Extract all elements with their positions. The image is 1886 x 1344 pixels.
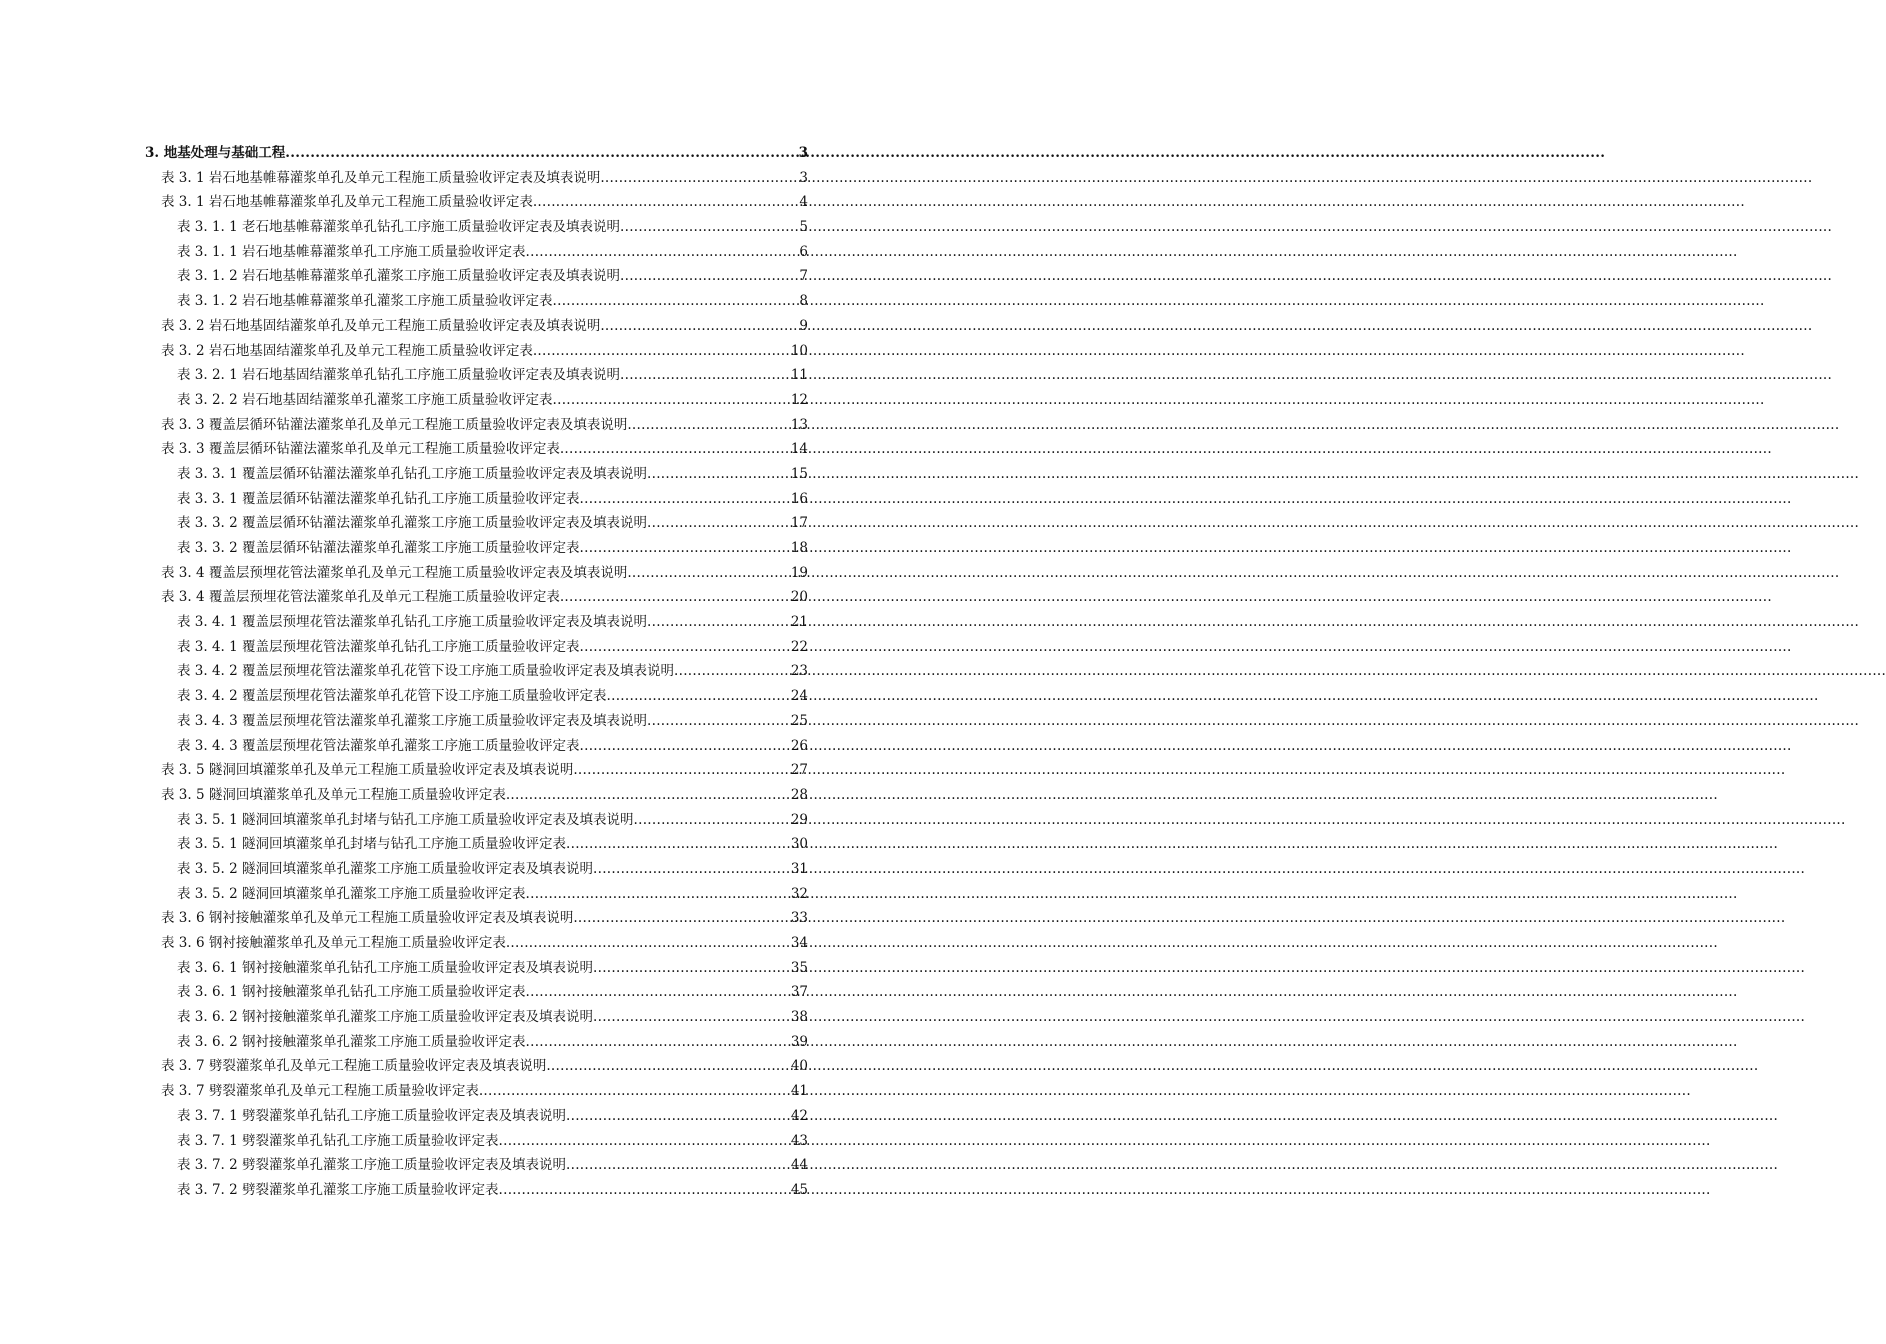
toc-entry-title: 表 3. 1. 1 老石地基帷幕灌浆单孔钻孔工序施工质量验收评定表及填表说明 — [177, 219, 621, 236]
toc-page-number: 7 — [799, 268, 808, 285]
toc-page-number: 44 — [790, 1157, 808, 1174]
toc-entry[interactable] — [145, 655, 808, 680]
toc-entry-title: 表 3. 6 钢衬接触灌浆单孔及单元工程施工质量验收评定表 — [161, 935, 506, 951]
toc-dot-leader — [647, 614, 790, 630]
toc-page-number: 9 — [799, 317, 808, 334]
toc-page-number: 31 — [790, 860, 808, 877]
toc-page-number: 28 — [790, 786, 808, 803]
toc-entry[interactable] — [145, 1173, 808, 1198]
toc-entry-title: 表 3. 6. 1 钢衬接触灌浆单孔钻孔工序施工质量验收评定表及填表说明 — [177, 959, 594, 976]
toc-page-number: 33 — [790, 910, 808, 927]
toc-page-number: 12 — [790, 391, 808, 408]
toc-dot-leader — [627, 417, 789, 433]
toc-entry[interactable] — [145, 186, 808, 211]
toc-entry[interactable] — [145, 433, 808, 458]
toc-entry-title: 表 3. 2. 2 岩石地基固结灌浆单孔灌浆工序施工质量验收评定表 — [177, 391, 553, 408]
toc-dot-leader — [285, 145, 797, 161]
toc-page-number: 14 — [790, 441, 808, 458]
toc-dot-leader — [620, 268, 798, 284]
toc-entry-title: 表 3. 3 覆盖层循环钻灌法灌浆单孔及单元工程施工质量验收评定表及填表说明 — [161, 416, 628, 433]
toc-entry[interactable] — [145, 507, 808, 532]
toc-entry-title: 表 3. 6. 1 钢衬接触灌浆单孔钻孔工序施工质量验收评定表 — [177, 984, 526, 1001]
toc-entry[interactable] — [145, 976, 808, 1001]
toc-entry[interactable] — [145, 828, 808, 853]
toc-page-number: 45 — [790, 1181, 808, 1198]
table-of-contents — [145, 137, 808, 1198]
toc-entry[interactable] — [145, 852, 808, 877]
toc-page-number: 15 — [790, 465, 808, 482]
toc-dot-leader — [620, 367, 790, 383]
toc-page-number: 23 — [790, 663, 808, 680]
toc-entry-title: 表 3. 7 劈裂灌浆单孔及单元工程施工质量验收评定表 — [161, 1083, 479, 1100]
toc-entry-title: 表 3. 4. 3 覆盖层预埋花管法灌浆单孔灌浆工序施工质量验收评定表及填表说明 — [177, 712, 648, 729]
toc-dot-leader — [526, 984, 790, 1000]
toc-dot-leader — [499, 1133, 790, 1149]
toc-entry-title: 表 3. 5. 2 隧洞回填灌浆单孔灌浆工序施工质量验收评定表 — [177, 885, 526, 902]
toc-entry-title: 表 3. 3. 2 覆盖层循环钻灌法灌浆单孔灌浆工序施工质量验收评定表及填表说明 — [177, 515, 648, 532]
toc-entry[interactable] — [145, 482, 808, 507]
toc-entry[interactable] — [145, 1000, 808, 1025]
toc-entry-title: 表 3. 4. 3 覆盖层预埋花管法灌浆单孔灌浆工序施工质量验收评定表 — [177, 737, 580, 754]
toc-entry[interactable] — [145, 383, 808, 408]
toc-entry-title: 表 3. 3. 1 覆盖层循环钻灌法灌浆单孔钻孔工序施工质量验收评定表及填表说明 — [177, 465, 648, 482]
toc-dot-leader — [674, 663, 790, 679]
toc-page-number: 8 — [799, 293, 808, 310]
toc-entry[interactable] — [145, 951, 808, 976]
toc-dot-leader — [560, 441, 790, 457]
toc-dot-leader — [634, 812, 790, 828]
toc-dot-leader — [573, 910, 789, 926]
toc-entry[interactable] — [145, 161, 808, 186]
toc-page-number: 6 — [799, 243, 808, 260]
toc-page-number: 41 — [790, 1083, 808, 1100]
toc-page-number: 29 — [790, 811, 808, 828]
toc-entry-title: 表 3. 7 劈裂灌浆单孔及单元工程施工质量验收评定表及填表说明 — [161, 1058, 547, 1075]
toc-page-number: 40 — [790, 1058, 808, 1075]
toc-dot-leader — [553, 392, 790, 408]
toc-dot-leader — [600, 170, 798, 186]
toc-dot-leader — [580, 738, 790, 754]
toc-page-number: 38 — [790, 1009, 808, 1026]
toc-dot-leader — [600, 318, 798, 334]
toc-page-number: 17 — [790, 515, 808, 532]
toc-entry[interactable] — [145, 679, 808, 704]
toc-page-number: 32 — [790, 885, 808, 902]
toc-entry-title: 表 3. 7. 1 劈裂灌浆单孔钻孔工序施工质量验收评定表 — [177, 1132, 499, 1149]
toc-entry[interactable] — [145, 778, 808, 803]
toc-entry[interactable] — [145, 359, 808, 384]
toc-entry[interactable] — [145, 630, 808, 655]
toc-dot-leader — [647, 515, 790, 531]
toc-page-number: 18 — [790, 540, 808, 556]
toc-dot-leader — [479, 1083, 790, 1099]
toc-entry-title: 表 3. 5 隧洞回填灌浆单孔及单元工程施工质量验收评定表 — [161, 786, 506, 803]
toc-page-number: 3 — [798, 145, 808, 161]
toc-page-number: 42 — [790, 1107, 808, 1124]
toc-page-number: 16 — [790, 490, 808, 507]
toc-dot-leader — [566, 836, 790, 852]
toc-dot-leader — [499, 1182, 790, 1198]
toc-page-number: 24 — [790, 688, 808, 705]
toc-entry[interactable] — [145, 754, 808, 779]
toc-entry[interactable] — [145, 531, 808, 556]
toc-entry[interactable] — [145, 235, 808, 260]
toc-page-number: 27 — [790, 762, 808, 779]
toc-dot-leader — [566, 1157, 790, 1173]
toc-dot-leader — [526, 1034, 790, 1050]
toc-entry[interactable] — [145, 902, 808, 927]
toc-dot-leader — [647, 713, 790, 729]
toc-dot-leader — [647, 466, 790, 482]
toc-dot-leader — [593, 861, 790, 877]
toc-dot-leader — [533, 194, 799, 210]
toc-entry-title: 表 3. 1. 1 岩石地基帷幕灌浆单孔工序施工质量验收评定表 — [177, 243, 526, 260]
toc-page-number: 26 — [790, 737, 808, 754]
toc-entry-title: 表 3. 1. 2 岩石地基帷幕灌浆单孔灌浆工序施工质量验收评定表 — [177, 293, 553, 310]
toc-dot-leader — [546, 1058, 789, 1074]
toc-entry[interactable] — [145, 1149, 808, 1174]
toc-entry-title: 表 3. 3. 1 覆盖层循环钻灌法灌浆单孔钻孔工序施工质量验收评定表 — [177, 490, 580, 507]
toc-page-number: 22 — [790, 638, 808, 655]
toc-entry[interactable] — [145, 729, 808, 754]
toc-dot-leader — [566, 1108, 790, 1124]
toc-entry-title: 表 3. 3. 2 覆盖层循环钻灌法灌浆单孔灌浆工序施工质量验收评定表 — [177, 540, 580, 556]
toc-entry-title: 表 3. 4. 2 覆盖层预埋花管法灌浆单孔花管下设工序施工质量验收评定表及填表说明 — [177, 663, 675, 680]
toc-page-number: 34 — [790, 935, 808, 951]
toc-page-number: 11 — [790, 367, 808, 384]
toc-entry-title: 表 3. 4 覆盖层预埋花管法灌浆单孔及单元工程施工质量验收评定表 — [161, 589, 560, 606]
toc-dot-leader — [620, 219, 798, 235]
toc-entry-title: 表 3. 6. 2 钢衬接触灌浆单孔灌浆工序施工质量验收评定表 — [177, 1033, 526, 1050]
toc-entry[interactable] — [145, 1099, 808, 1124]
toc-dot-leader — [627, 565, 789, 581]
toc-page-number: 30 — [790, 836, 808, 853]
toc-page-number: 19 — [790, 564, 808, 581]
toc-page-number: 43 — [790, 1132, 808, 1149]
toc-dot-leader — [506, 935, 790, 951]
toc-entry[interactable] — [145, 605, 808, 630]
toc-dot-leader — [580, 491, 790, 507]
toc-entry[interactable] — [145, 704, 808, 729]
toc-entry-title: 表 3. 7. 1 劈裂灌浆单孔钻孔工序施工质量验收评定表及填表说明 — [177, 1107, 567, 1124]
toc-dot-leader — [593, 1009, 790, 1025]
toc-dot-leader — [533, 343, 790, 359]
toc-page-number: 35 — [790, 959, 808, 976]
toc-page-number: 20 — [790, 589, 808, 606]
toc-entry[interactable] — [145, 309, 808, 334]
toc-dot-leader — [580, 540, 790, 556]
toc-entry[interactable] — [145, 284, 808, 309]
toc-entry[interactable] — [145, 1025, 808, 1050]
toc-page-number: 25 — [790, 712, 808, 729]
toc-dot-leader — [593, 960, 790, 976]
toc-entry[interactable] — [145, 803, 808, 828]
toc-entry-title: 表 3. 5 隧洞回填灌浆单孔及单元工程施工质量验收评定表及填表说明 — [161, 762, 574, 779]
toc-page-number: 3 — [799, 169, 808, 186]
toc-entry-title: 表 3. 4. 2 覆盖层预埋花管法灌浆单孔花管下设工序施工质量验收评定表 — [177, 688, 607, 705]
toc-entry-title: 表 3. 7. 2 劈裂灌浆单孔灌浆工序施工质量验收评定表 — [177, 1181, 499, 1198]
toc-entry[interactable] — [145, 210, 808, 235]
toc-entry[interactable] — [145, 1074, 808, 1099]
toc-page-number: 21 — [790, 614, 808, 631]
toc-entry-title: 表 3. 5. 1 隧洞回填灌浆单孔封堵与钻孔工序施工质量验收评定表及填表说明 — [177, 811, 634, 828]
toc-entry-title: 表 3. 1. 2 岩石地基帷幕灌浆单孔灌浆工序施工质量验收评定表及填表说明 — [177, 268, 621, 285]
toc-entry-title: 表 3. 1 岩石地基帷幕灌浆单孔及单元工程施工质量验收评定表 — [161, 194, 533, 211]
toc-page-number: 4 — [799, 194, 808, 211]
toc-entry-title: 表 3. 2 岩石地基固结灌浆单孔及单元工程施工质量验收评定表 — [161, 342, 533, 359]
toc-entry-title: 表 3. 3 覆盖层循环钻灌法灌浆单孔及单元工程施工质量验收评定表 — [161, 441, 560, 458]
toc-dot-leader — [573, 762, 789, 778]
toc-entry[interactable] — [145, 334, 808, 359]
toc-entry[interactable] — [145, 556, 808, 581]
toc-dot-leader — [560, 589, 790, 605]
toc-entry[interactable] — [145, 877, 808, 902]
toc-dot-leader — [580, 639, 790, 655]
toc-dot-leader — [526, 244, 799, 260]
toc-page-number: 37 — [790, 984, 808, 1001]
toc-dot-leader — [506, 787, 790, 803]
toc-entry-title: 表 3. 6. 2 钢衬接触灌浆单孔灌浆工序施工质量验收评定表及填表说明 — [177, 1009, 594, 1026]
toc-entry[interactable] — [145, 1124, 808, 1149]
toc-chapter-entry[interactable] — [145, 137, 808, 161]
toc-page-number: 10 — [790, 342, 808, 359]
toc-page-number: 5 — [799, 219, 808, 236]
toc-page-number: 13 — [790, 416, 808, 433]
toc-entry[interactable] — [145, 260, 808, 285]
toc-entry-title: 表 3. 4. 1 覆盖层预埋花管法灌浆单孔钻孔工序施工质量验收评定表 — [177, 638, 580, 655]
toc-entry-title: 表 3. 2. 1 岩石地基固结灌浆单孔钻孔工序施工质量验收评定表及填表说明 — [177, 367, 621, 384]
toc-entry-title: 表 3. 5. 2 隧洞回填灌浆单孔灌浆工序施工质量验收评定表及填表说明 — [177, 860, 594, 877]
toc-entry-title: 3. 地基处理与基础工程 — [145, 145, 286, 161]
toc-dot-leader — [607, 688, 790, 704]
toc-entry[interactable] — [145, 1050, 808, 1075]
toc-entry[interactable] — [145, 581, 808, 606]
toc-entry[interactable] — [145, 926, 808, 951]
toc-entry[interactable] — [145, 408, 808, 433]
toc-entry-title: 表 3. 4. 1 覆盖层预埋花管法灌浆单孔钻孔工序施工质量验收评定表及填表说明 — [177, 614, 648, 631]
toc-dot-leader — [553, 293, 799, 309]
toc-entry-title: 表 3. 7. 2 劈裂灌浆单孔灌浆工序施工质量验收评定表及填表说明 — [177, 1157, 567, 1174]
toc-entry[interactable] — [145, 457, 808, 482]
toc-entry-title: 表 3. 5. 1 隧洞回填灌浆单孔封堵与钻孔工序施工质量验收评定表 — [177, 836, 567, 853]
toc-dot-leader — [526, 886, 790, 902]
toc-entry-title: 表 3. 1 岩石地基帷幕灌浆单孔及单元工程施工质量验收评定表及填表说明 — [161, 169, 601, 186]
toc-page-number: 39 — [790, 1033, 808, 1050]
toc-entry-title: 表 3. 6 钢衬接触灌浆单孔及单元工程施工质量验收评定表及填表说明 — [161, 910, 574, 927]
toc-entry-title: 表 3. 4 覆盖层预埋花管法灌浆单孔及单元工程施工质量验收评定表及填表说明 — [161, 564, 628, 581]
toc-entry-title: 表 3. 2 岩石地基固结灌浆单孔及单元工程施工质量验收评定表及填表说明 — [161, 317, 601, 334]
